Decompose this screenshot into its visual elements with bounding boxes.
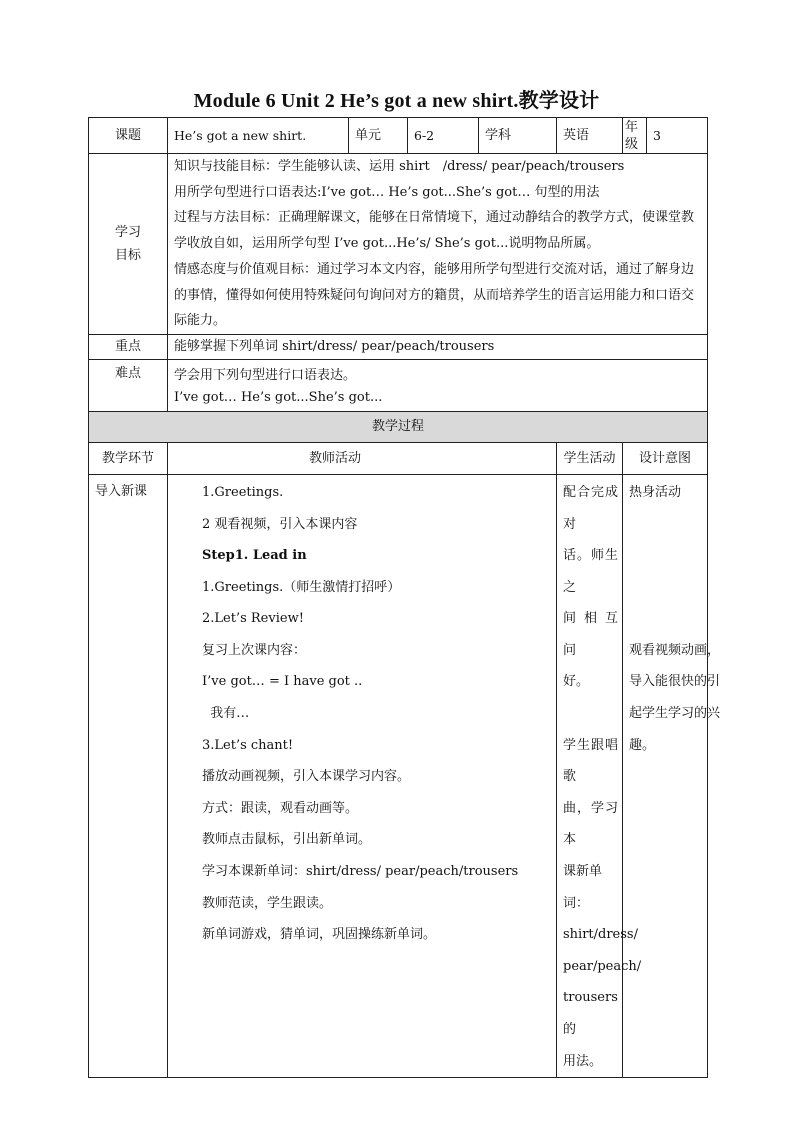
design-line: [629, 572, 703, 604]
objective-line: 用所学句型进行口语表达:I’ve got… He’s got...She’s got… 句型的用法: [174, 184, 600, 200]
column-header-row: [89, 442, 708, 474]
process-header-row: [89, 411, 708, 442]
process-header: 教学过程: [89, 411, 708, 442]
teacher-step-line: 教师点击鼠标，引出新单词。: [202, 832, 372, 848]
stage-row: [89, 474, 708, 1077]
objectives-text: [168, 154, 708, 335]
subject-value: 英语: [557, 118, 623, 154]
student-line: 用法。: [563, 1053, 603, 1069]
student-line: shirt/dress/: [563, 927, 638, 943]
info-row: [89, 118, 708, 154]
teacher-step-heading: Step1. Lead in: [202, 548, 307, 564]
difficulties-line: I’ve got… He’s got...She’s got...: [174, 389, 383, 405]
teacher-activities: [168, 474, 557, 1077]
teacher-step-line: 1.Greetings.（师生激情打招呼）: [202, 579, 401, 595]
teacher-step-line: 新单词游戏，猜单词，巩固操练新单词。: [202, 927, 437, 943]
teacher-step-line: 教师范读，学生跟读。: [202, 895, 333, 911]
difficulties-line: 学会用下列句型进行口语表达。: [174, 367, 357, 383]
design-line: 起学生学习的兴: [629, 706, 721, 722]
difficulties-label: 难点: [89, 359, 168, 411]
student-line: 曲，学习本: [563, 800, 618, 848]
objective-line: 际能力。: [174, 313, 227, 329]
student-line: 学生跟唱歌: [563, 737, 618, 785]
objective-line: 过程与方法目标：正确理解课文，能够在日常情境下，通过动静结合的教学方式，使课堂教: [174, 210, 695, 226]
design-intent: [623, 474, 721, 1077]
student-line: [563, 698, 618, 730]
student-line: 间 相 互 问: [563, 611, 618, 658]
teacher-step-line: 方式：跟读，观看动画等。: [202, 800, 359, 816]
stage-column-header: 教学环节: [89, 442, 168, 474]
design-line: [629, 509, 703, 541]
grade-value: 3: [647, 118, 708, 154]
student-activities: [557, 474, 642, 1077]
student-line: 好。: [563, 674, 590, 690]
teacher-step-line: 复习上次课内容：: [202, 642, 307, 658]
key-points-row: [89, 334, 708, 359]
teacher-step-line: 2 观看视频，引入本课内容: [202, 516, 358, 532]
student-column-header: 学生活动: [557, 442, 623, 474]
difficulties-row: [89, 359, 708, 411]
page-title: Module 6 Unit 2 He’s got a new shirt.教学设计: [193, 90, 600, 112]
design-line: 热身活动: [629, 484, 682, 500]
topic-label: 课题: [89, 118, 168, 154]
unit-label: 单元: [349, 118, 408, 154]
design-line: [629, 603, 703, 635]
student-line: 配合完成对: [563, 484, 618, 532]
design-line: 观看视频动画，: [629, 642, 721, 658]
objectives-label: [89, 154, 168, 335]
key-points-text: 能够掌握下列单词 shirt/dress/ pear/peach/trousers: [168, 334, 708, 359]
teacher-step-line: I’ve got… = I have got ..: [202, 674, 363, 690]
unit-value: 6-2: [408, 118, 479, 154]
objectives-label-line1: 学习: [114, 224, 141, 240]
objective-line: 知识与技能目标：学生能够认读、运用 shirt /dress/ pear/peach/trousers: [174, 159, 625, 174]
objective-line: 情感态度与价值观目标：通过学习本文内容，能够用所学句型进行交流对话，通过了解身边: [174, 261, 695, 277]
grade-label: 年级: [623, 118, 647, 154]
difficulties-text: [168, 359, 708, 411]
objective-line: 的事情，懂得如何使用特殊疑问句询问对方的籍贯，从而培养学生的语言运用能力和口语交: [174, 287, 695, 303]
teacher-step-line: 1.Greetings.: [202, 484, 284, 500]
teacher-step-line: 学习本课新单词：shirt/dress/ pear/peach/trousers: [202, 864, 519, 880]
student-line: pear/peach/: [563, 958, 642, 974]
lesson-plan-table: [88, 117, 721, 1078]
teacher-step-line: 我有…: [202, 706, 250, 722]
design-line: 导入能很快的引: [629, 674, 721, 690]
teacher-step-line: 3.Let’s chant!: [202, 737, 294, 753]
design-column-header: 设计意图: [623, 442, 708, 474]
subject-label: 学科: [479, 118, 557, 154]
design-line: [629, 540, 703, 572]
topic-value: He’s got a new shirt.: [168, 118, 349, 154]
objective-line: 学收放自如，运用所学句型 I’ve got...He’s/ She’s got...说明物品所属。: [174, 236, 600, 252]
student-line: trousers 的: [563, 990, 618, 1038]
student-line: 话。师生之: [563, 548, 618, 595]
teacher-step-line: 播放动画视频，引入本课学习内容。: [202, 769, 411, 785]
student-line: 课新单词：: [563, 864, 603, 911]
objectives-row: [89, 154, 708, 335]
teacher-step-line: 2.Let’s Review!: [202, 611, 304, 627]
objectives-label-line2: 目标: [114, 247, 141, 263]
stage-name: 导入新课: [89, 474, 168, 1077]
design-line: 趣。: [629, 737, 656, 753]
teacher-column-header: 教师活动: [168, 442, 557, 474]
key-points-label: 重点: [89, 334, 168, 359]
